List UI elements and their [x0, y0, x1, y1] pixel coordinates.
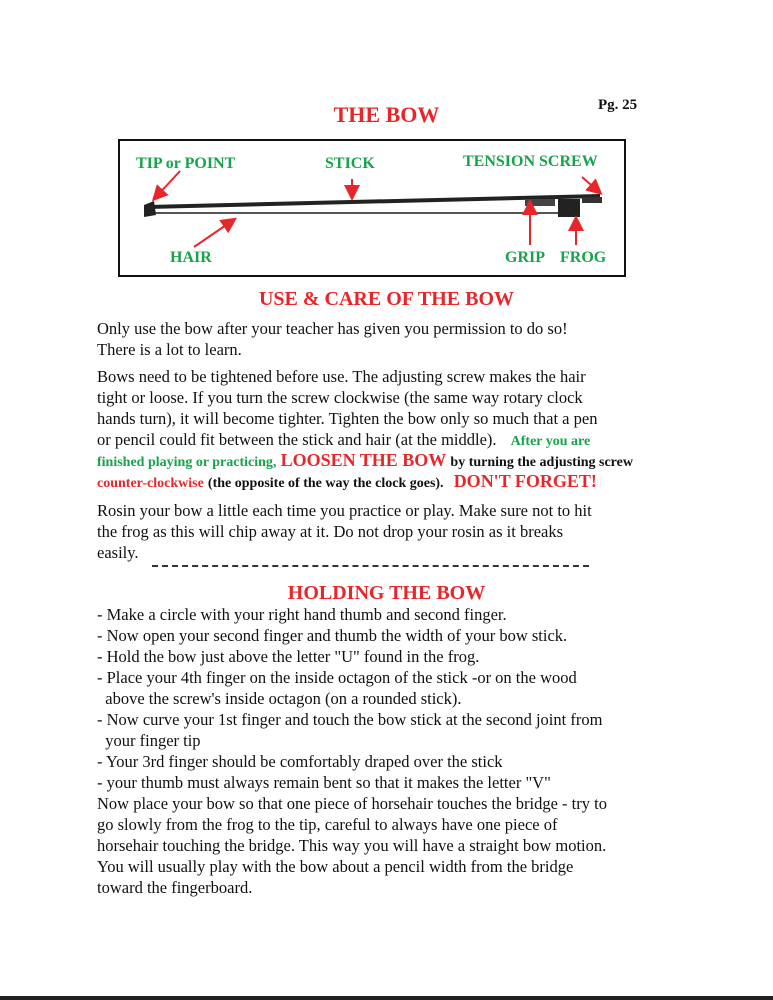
counter-clockwise-note: counter-clockwise	[97, 476, 204, 491]
text-line	[97, 471, 597, 494]
list-item: above the screw's inside octagon (on a rounded stick).	[97, 689, 462, 708]
list-item: toward the fingerboard.	[97, 878, 253, 897]
text-line: Bows need to be tightened before use. The adjusting screw makes the hair	[97, 367, 586, 386]
grip-label: GRIP	[505, 249, 545, 266]
text-line: tight or loose. If you turn the screw clockwise (the same way rotary clock	[97, 388, 583, 407]
tension-screw-label: TENSION SCREW	[463, 153, 598, 170]
text-line: easily.	[97, 543, 139, 562]
frog-label: FROG	[560, 249, 607, 266]
text-line: Rosin your bow a little each time you practice or play. Make sure not to hit	[97, 501, 592, 520]
list-item: - Make a circle with your right hand thumb and second finger.	[97, 605, 507, 624]
list-item: - Place your 4th finger on the inside octagon of the stick -or on the wood	[97, 668, 577, 687]
list-item: - Now open your second finger and thumb the width of your bow stick.	[97, 626, 568, 645]
tip-label: TIP or POINT	[136, 155, 236, 172]
text-line: There is a lot to learn.	[97, 340, 242, 359]
text-line	[97, 450, 633, 473]
green-note: After you are	[510, 434, 591, 449]
page-title: THE BOW	[333, 102, 440, 127]
section-divider	[152, 565, 589, 567]
list-item: - Now curve your 1st finger and touch the bow stick at the second joint from	[97, 710, 603, 729]
list-item: - your thumb must always remain bent so that it makes the letter "V"	[97, 773, 551, 792]
list-item: horsehair touching the bridge. This way you will have a straight bow motion.	[97, 836, 607, 855]
list-item: Now place your bow so that one piece of horsehair touches the bridge - try to	[97, 794, 607, 813]
text-line: hands turn), it will become tighter. Tighten the bow only so much that a pen	[97, 409, 598, 428]
list-item: - Your 3rd finger should be comfortably draped over the stick	[97, 752, 503, 771]
green-note: finished playing or practicing,	[97, 455, 277, 470]
text-line: Only use the bow after your teacher has given you permission to do so!	[97, 319, 568, 338]
list-item: You will usually play with the bow about a pencil width from the bridge	[97, 857, 574, 876]
scan-edge	[0, 996, 773, 1000]
text-span: or pencil could fit between the stick and hair (at the middle).	[97, 430, 497, 449]
list-item: go slowly from the frog to the tip, careful to always have one piece of	[97, 815, 558, 834]
holding-heading: HOLDING THE BOW	[287, 582, 486, 604]
hair-label: HAIR	[170, 249, 212, 266]
page-number: Pg. 25	[598, 97, 638, 113]
text-line: the frog as this will chip away at it. Do not drop your rosin as it breaks	[97, 522, 564, 541]
text-line	[97, 429, 590, 452]
stick-label: STICK	[325, 155, 375, 172]
list-item: - Hold the bow just above the letter "U" found in the frog.	[97, 647, 480, 666]
text-span: (the opposite of the way the clock goes).	[207, 476, 444, 491]
dont-forget-warning: DON'T FORGET!	[453, 471, 597, 491]
care-heading: USE & CARE OF THE BOW	[258, 288, 515, 310]
list-item: your finger tip	[97, 731, 201, 750]
bow-diagram	[118, 139, 626, 277]
text-span: by turning the adjusting screw	[450, 455, 633, 470]
loosen-warning: LOOSEN THE BOW	[280, 450, 447, 470]
